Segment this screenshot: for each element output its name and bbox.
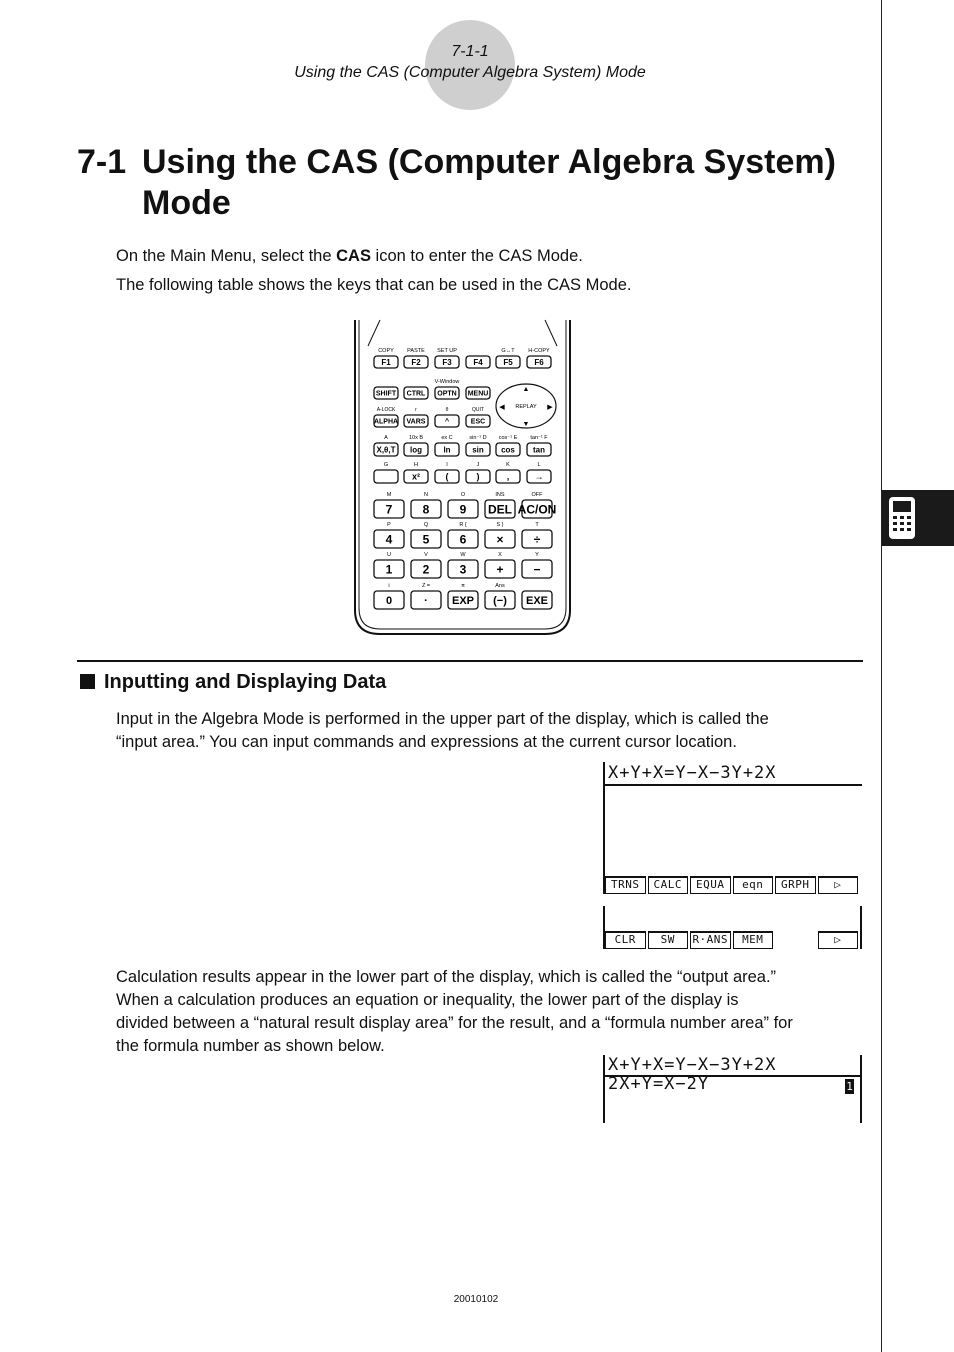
key-k4 bbox=[522, 530, 552, 548]
key-f2 bbox=[404, 356, 428, 368]
key-secondary-label: i bbox=[388, 583, 390, 589]
calculator-icon bbox=[888, 496, 916, 540]
key-label: ^ bbox=[444, 418, 450, 426]
key-4 bbox=[374, 530, 404, 548]
key-secondary-label: INS bbox=[495, 492, 505, 498]
output-line-1: Calculation results appear in the lower part of the display, which is called the “output area.” bbox=[116, 968, 777, 986]
key-label: cos bbox=[501, 445, 515, 455]
key-secondary-label: G bbox=[383, 462, 389, 468]
key-label: , bbox=[506, 471, 510, 482]
fkey-r-ans: R·ANS bbox=[690, 931, 731, 949]
key-secondary-label: L bbox=[537, 462, 541, 468]
key-label: 0 bbox=[385, 594, 393, 607]
key-exp bbox=[448, 591, 478, 609]
output-paragraph bbox=[116, 966, 866, 1058]
key-secondary-label: sin⁻¹ D bbox=[469, 435, 487, 441]
key-secondary-label: R { bbox=[459, 522, 467, 528]
fkey-sw: SW bbox=[648, 931, 689, 949]
key-label: CTRL bbox=[406, 390, 426, 398]
output-line-4: the formula number as shown below. bbox=[116, 1037, 385, 1055]
key-label: F1 bbox=[381, 357, 391, 367]
running-title: Using the CAS (Computer Algebra System) Mode bbox=[294, 64, 646, 81]
key-label: AC/ON bbox=[517, 502, 557, 517]
key-secondary-label: PASTE bbox=[407, 348, 425, 354]
key-ln bbox=[435, 443, 459, 456]
key-6 bbox=[448, 530, 478, 548]
key-secondary-label: Q bbox=[423, 522, 429, 528]
key-k3 bbox=[485, 530, 515, 548]
key-secondary-label: cos⁻¹ E bbox=[498, 435, 518, 441]
key-secondary-label: I bbox=[446, 462, 448, 468]
key-f5 bbox=[496, 356, 520, 368]
key-secondary-label: N bbox=[424, 492, 428, 498]
key-3 bbox=[448, 560, 478, 578]
key-7 bbox=[374, 500, 404, 518]
page-title bbox=[77, 142, 867, 224]
key-label: 7 bbox=[385, 502, 393, 517]
key-secondary-label: H-COPY bbox=[528, 348, 550, 354]
input-expression-2: X+Y+X=Y−X−3Y+2X bbox=[608, 1055, 777, 1075]
key-sin bbox=[466, 443, 490, 456]
key-label: F6 bbox=[534, 357, 544, 367]
key-secondary-label: W bbox=[460, 552, 466, 558]
key-secondary-label: K bbox=[506, 462, 510, 468]
key-9 bbox=[448, 500, 478, 518]
key-label: ALPHA bbox=[373, 418, 399, 426]
title-line2: Mode bbox=[142, 184, 231, 222]
fkey-calc: CALC bbox=[648, 876, 689, 894]
key-k0 bbox=[374, 470, 398, 483]
key-menu bbox=[466, 387, 490, 399]
key-f3 bbox=[435, 356, 459, 368]
key-k4 bbox=[522, 560, 552, 578]
key-k1 bbox=[411, 591, 441, 609]
key-f4 bbox=[466, 356, 490, 368]
key-secondary-label: tan⁻¹ F bbox=[530, 435, 548, 441]
key-k3 bbox=[485, 560, 515, 578]
key-label: F4 bbox=[473, 357, 483, 367]
key-secondary-label: QUIT bbox=[472, 407, 484, 413]
key-vars bbox=[404, 415, 428, 427]
cas-keyword: CAS bbox=[336, 247, 371, 265]
key-0 bbox=[374, 591, 404, 609]
key-label: − bbox=[533, 562, 541, 577]
key-secondary-label: J bbox=[476, 462, 480, 468]
key-label: 6 bbox=[459, 532, 467, 547]
key-f6 bbox=[527, 356, 551, 368]
fkey-eqn: eqn bbox=[733, 876, 774, 894]
key-label: → bbox=[534, 471, 544, 482]
footer-code: 20010102 bbox=[453, 1294, 499, 1305]
key-label: tan bbox=[533, 445, 545, 455]
key-alpha bbox=[374, 415, 398, 427]
key-label: 3 bbox=[459, 562, 467, 577]
key-label: log bbox=[410, 445, 422, 455]
fkey-equa: EQUA bbox=[690, 876, 731, 894]
key-secondary-label: S } bbox=[496, 522, 504, 528]
key-label: 5 bbox=[422, 532, 430, 547]
fkey-mem: MEM bbox=[733, 931, 774, 949]
key-label: VARS bbox=[406, 418, 426, 426]
key-label: · bbox=[424, 594, 428, 607]
square-bullet-icon bbox=[80, 674, 95, 689]
margin-rule bbox=[881, 0, 882, 1352]
key-label: SHIFT bbox=[375, 390, 397, 398]
key-label: EXP bbox=[451, 594, 475, 607]
key-label: OPTN bbox=[437, 390, 457, 398]
key-label: 8 bbox=[422, 502, 430, 517]
key-f1 bbox=[374, 356, 398, 368]
output-line-3: divided between a “natural result display area” for the result, and a “formula number area” for bbox=[116, 1014, 793, 1032]
key-secondary-label: θ bbox=[445, 407, 449, 413]
key-secondary-label: Z = bbox=[421, 583, 431, 589]
intro-paragraph-1 bbox=[116, 245, 866, 268]
key-del bbox=[485, 500, 515, 518]
key-secondary-label: P bbox=[387, 522, 391, 528]
key-tan bbox=[527, 443, 551, 456]
v-window-label: V-Window bbox=[434, 379, 460, 385]
key-secondary-label: Ans bbox=[495, 583, 505, 589]
key-secondary-label: SET UP bbox=[437, 348, 457, 354]
key-optn bbox=[435, 387, 459, 399]
key-label: EXE bbox=[525, 594, 549, 607]
lcd-screen-menu bbox=[603, 906, 862, 949]
arrow-up-icon: ▲ bbox=[522, 386, 530, 393]
key-exe bbox=[522, 591, 552, 609]
fkey-trns: TRNS bbox=[605, 876, 646, 894]
key-secondary-label: O bbox=[460, 492, 466, 498]
key-esc bbox=[466, 415, 490, 427]
key-k4 bbox=[496, 470, 520, 483]
key-secondary-label: G↔T bbox=[501, 348, 515, 354]
key-secondary-label: H bbox=[414, 462, 418, 468]
key-secondary-label: ex C bbox=[441, 435, 453, 441]
key-secondary-label: A bbox=[384, 435, 388, 441]
key-k3 bbox=[485, 591, 515, 609]
key-label: F5 bbox=[503, 357, 513, 367]
key-label: ÷ bbox=[533, 532, 541, 547]
title-number: 7-1 bbox=[77, 143, 127, 181]
key-label: sin bbox=[472, 445, 484, 455]
chapter-tab bbox=[882, 490, 954, 546]
function-menu-1 bbox=[605, 876, 860, 894]
intro-text-end: icon to enter the CAS Mode. bbox=[370, 247, 583, 265]
key-label: X,θ,T bbox=[376, 445, 396, 455]
fkey-next-2: ▷ bbox=[818, 931, 859, 949]
function-menu-2 bbox=[605, 931, 860, 949]
key-label: F2 bbox=[411, 357, 421, 367]
key-5 bbox=[411, 530, 441, 548]
key-ctrl bbox=[404, 387, 428, 399]
key-label: DEL bbox=[488, 502, 512, 517]
formula-number: 1 bbox=[846, 1080, 853, 1093]
result-expression: 2X+Y=X−2Y bbox=[608, 1074, 710, 1094]
key-shift bbox=[374, 387, 398, 399]
key-label: ESC bbox=[470, 418, 486, 426]
section-rule bbox=[77, 660, 863, 662]
key-label: F3 bbox=[442, 357, 452, 367]
key-label: 9 bbox=[459, 502, 467, 517]
key-secondary-label: M bbox=[386, 492, 392, 498]
key-label: (−) bbox=[493, 594, 507, 607]
key-label: + bbox=[496, 562, 504, 577]
replay-label: REPLAY bbox=[515, 404, 537, 410]
lcd-screen-output bbox=[603, 1055, 862, 1123]
key-label: × bbox=[496, 532, 504, 547]
intro-paragraph-2: The following table shows the keys that can be used in the CAS Mode. bbox=[116, 276, 632, 294]
key-label: MENU bbox=[467, 390, 489, 398]
key-k3 bbox=[466, 470, 490, 483]
key-secondary-label: 10x B bbox=[408, 435, 424, 441]
key-secondary-label: COPY bbox=[378, 348, 394, 354]
fkey-empty bbox=[775, 931, 816, 949]
key-secondary-label: π bbox=[461, 583, 465, 589]
key-label: 4 bbox=[385, 532, 393, 547]
key-k2 bbox=[435, 470, 459, 483]
key-secondary-label: X bbox=[498, 552, 502, 558]
key-secondary-label: OFF bbox=[531, 492, 543, 498]
arrow-down-icon: ▼ bbox=[522, 421, 530, 428]
key-k5 bbox=[527, 470, 551, 483]
key-x-t bbox=[374, 443, 398, 456]
section-title: Inputting and Displaying Data bbox=[104, 671, 387, 693]
key-label: x² bbox=[411, 471, 421, 482]
input-paragraph-2: “input area.” You can input commands and expressions at the current cursor location. bbox=[116, 733, 737, 751]
calculator-keypad bbox=[350, 318, 575, 645]
fkey-clr: CLR bbox=[605, 931, 646, 949]
key-log bbox=[404, 443, 428, 456]
key-label: 1 bbox=[385, 562, 393, 577]
key-secondary-label: A-LOCK bbox=[376, 407, 396, 413]
key-secondary-label: r bbox=[415, 407, 417, 413]
fkey-next: ▷ bbox=[818, 876, 859, 894]
key-x bbox=[404, 470, 428, 483]
key-label: 2 bbox=[422, 562, 430, 577]
key-secondary-label: V bbox=[424, 552, 428, 558]
title-line1: Using the CAS (Computer Algebra System) bbox=[142, 143, 836, 181]
key-k2 bbox=[435, 415, 459, 427]
lcd-screen-input bbox=[603, 762, 862, 894]
key-2 bbox=[411, 560, 441, 578]
page-number: 7-1-1 bbox=[451, 43, 489, 60]
arrow-right-icon: ▶ bbox=[547, 404, 553, 411]
key-8 bbox=[411, 500, 441, 518]
input-paragraph-1: Input in the Algebra Mode is performed in the upper part of the display, which is called the bbox=[116, 710, 769, 728]
arrow-left-icon: ◀ bbox=[499, 404, 505, 411]
output-line-2: When a calculation produces an equation or inequality, the lower part of the display is bbox=[116, 991, 739, 1009]
key-label: ln bbox=[443, 445, 451, 455]
key-secondary-label: T bbox=[535, 522, 539, 528]
key-secondary-label: U bbox=[387, 552, 391, 558]
fkey-grph: GRPH bbox=[775, 876, 816, 894]
intro-text: On the Main Menu, select the bbox=[116, 247, 337, 265]
key-1 bbox=[374, 560, 404, 578]
key-ac-on bbox=[518, 500, 557, 518]
input-expression: X+Y+X=Y−X−3Y+2X bbox=[608, 763, 777, 783]
key-secondary-label: Y bbox=[535, 552, 539, 558]
section-heading bbox=[80, 671, 386, 694]
key-label: ( bbox=[445, 471, 449, 482]
replay-pad bbox=[496, 384, 556, 428]
key-label: ) bbox=[476, 471, 480, 482]
key-cos bbox=[496, 443, 520, 456]
